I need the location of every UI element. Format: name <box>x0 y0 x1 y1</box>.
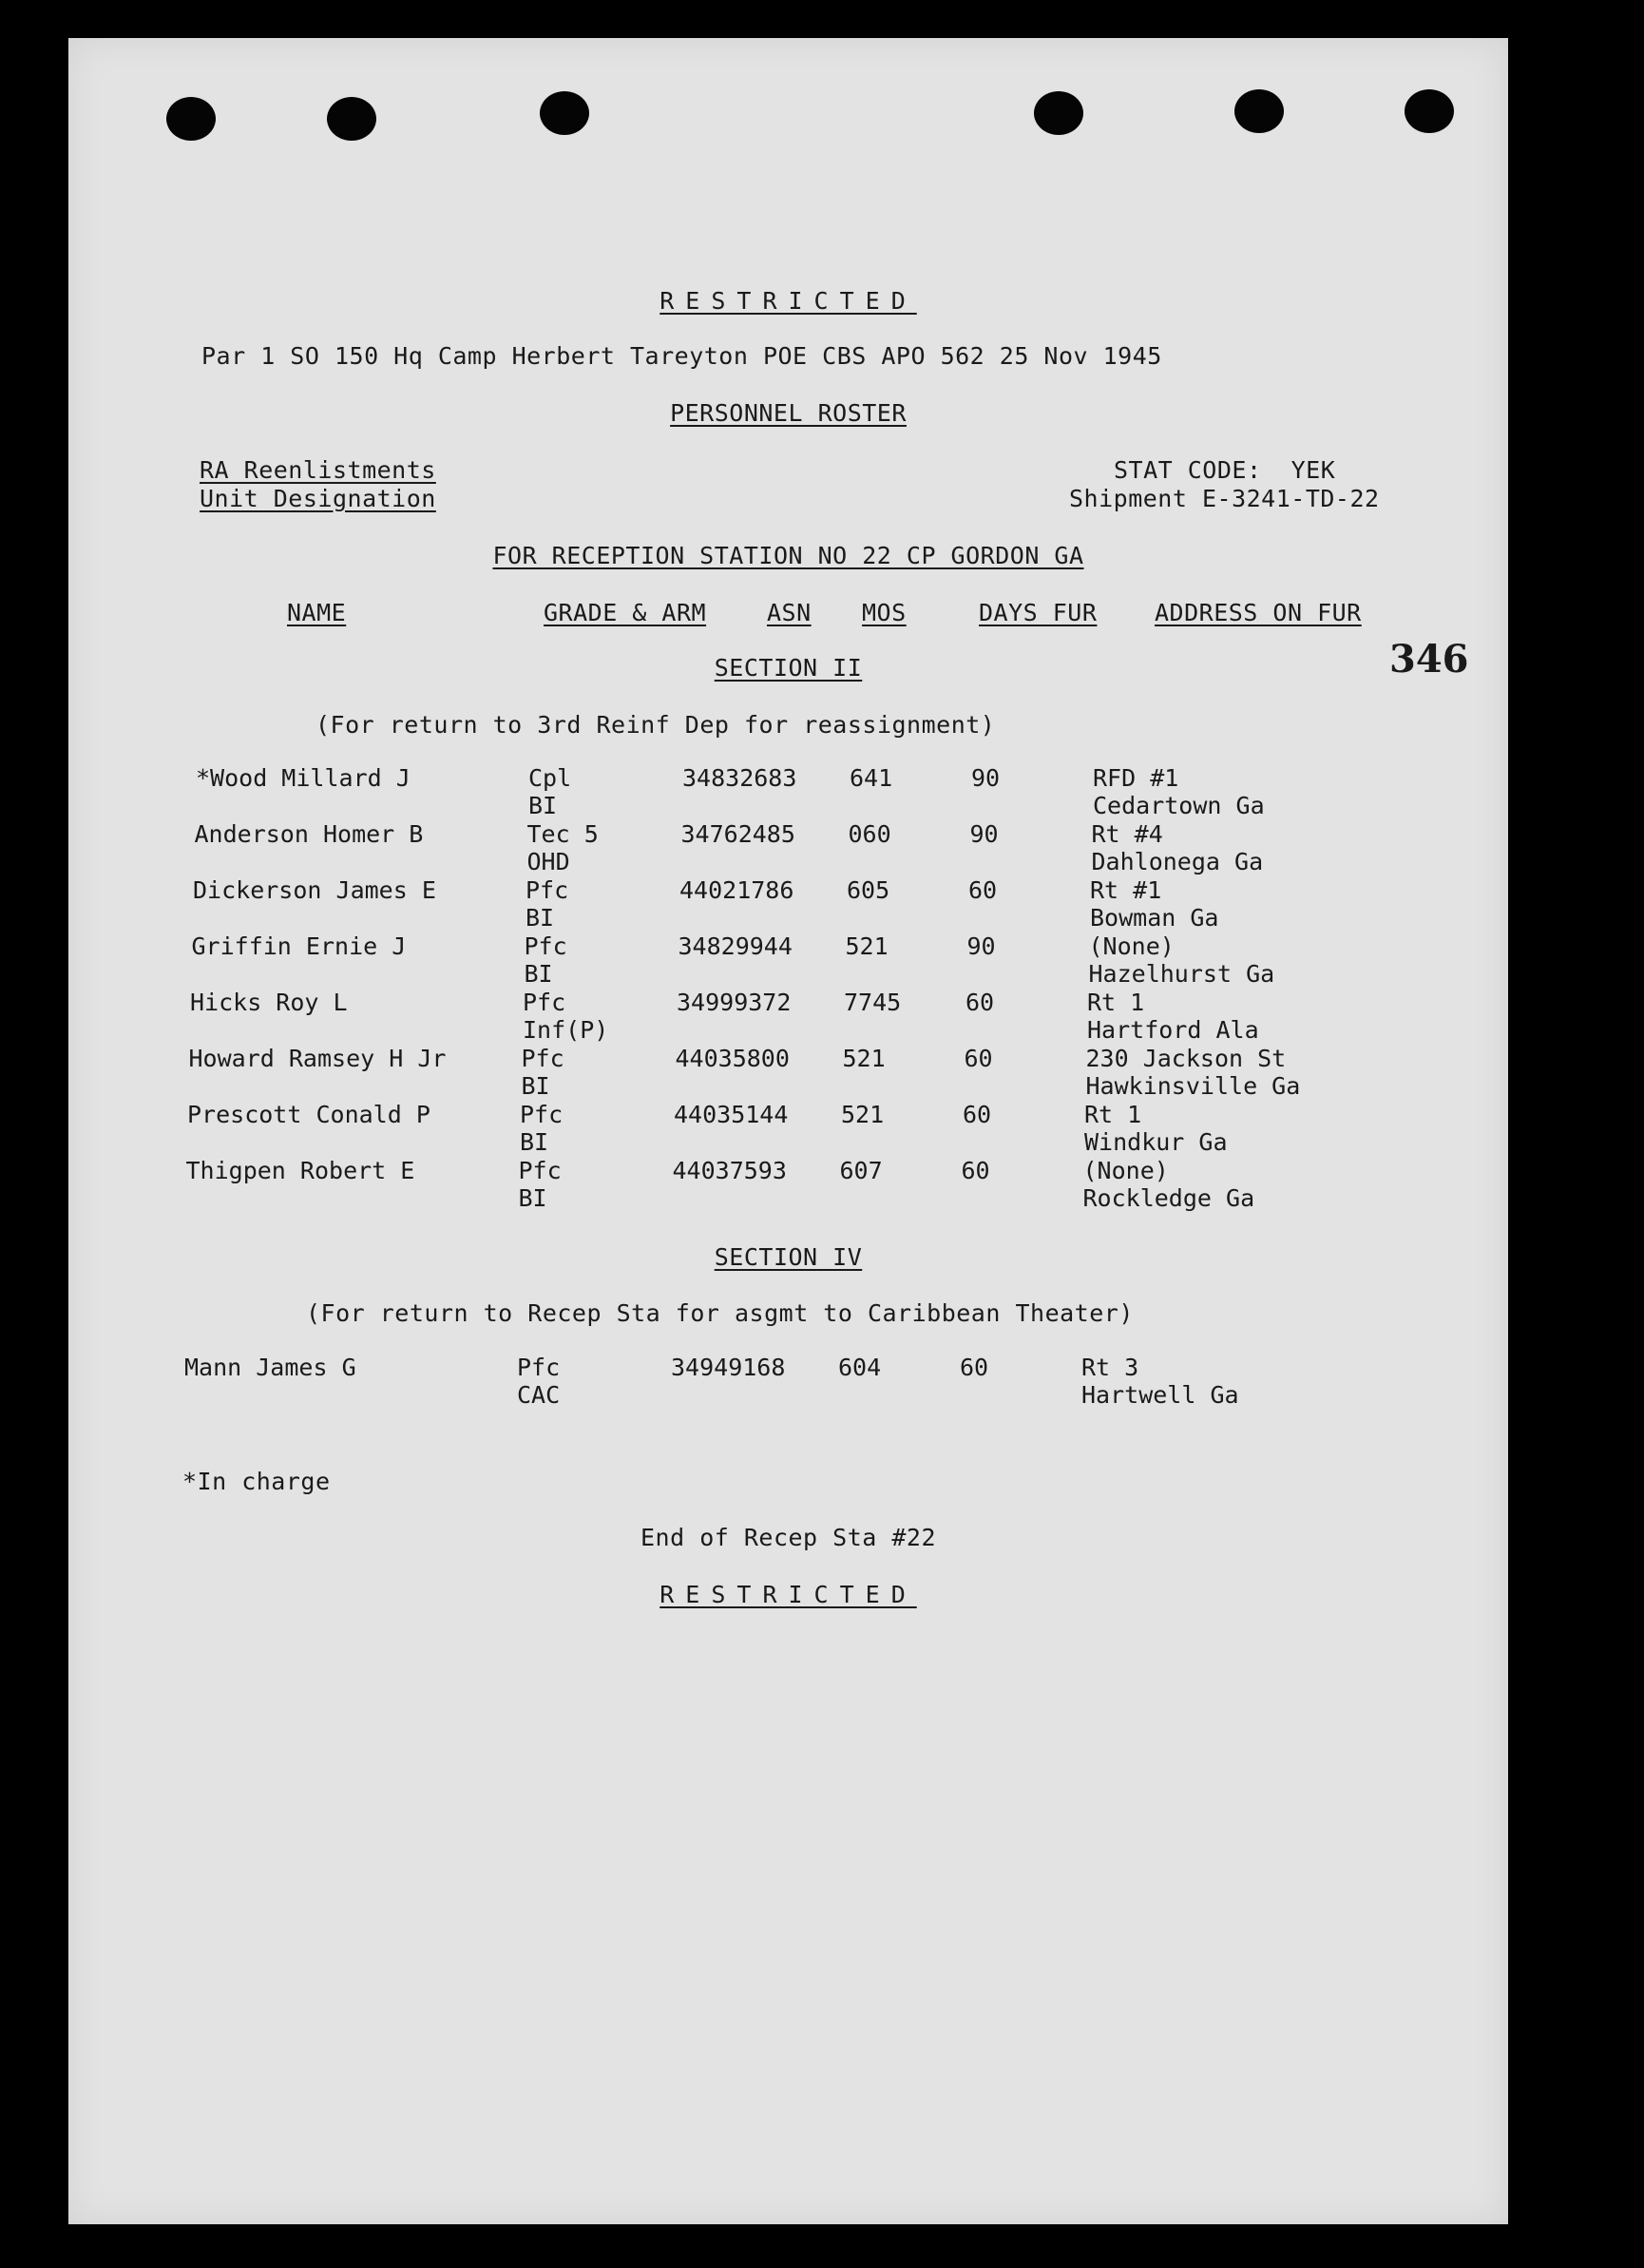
roster-grade: Pfc <box>524 932 567 960</box>
column-days: DAYS FUR <box>979 599 1098 626</box>
classification-top: RESTRICTED <box>660 287 917 315</box>
roster-arm: BI <box>524 960 553 988</box>
roster-name: Thigpen Robert E <box>185 1157 415 1184</box>
roster-address-line-1: (None) <box>1082 1157 1169 1184</box>
reception-station: FOR RECEPTION STATION NO 22 CP GORDON GA <box>492 542 1084 569</box>
roster-name: Griffin Ernie J <box>191 932 407 960</box>
section-iv-subtitle: (For return to Recep Sta for asgmt to Caribbean Theater) <box>306 1299 1134 1327</box>
roster-row <box>195 820 1525 875</box>
column-name: NAME <box>287 599 347 626</box>
punch-hole <box>540 91 589 135</box>
roster-arm: BI <box>521 1072 550 1100</box>
roster-row <box>190 989 1520 1044</box>
roster-address-line-1: (None) <box>1088 932 1175 960</box>
roster-asn: 44037593 <box>672 1157 787 1184</box>
roster-address-line-2: Rockledge Ga <box>1082 1184 1255 1212</box>
roster-address-line-1: RFD #1 <box>1093 764 1179 792</box>
roster-name: Hicks Roy L <box>190 989 348 1016</box>
document-page <box>68 38 1508 2224</box>
roster-days: 60 <box>964 1045 993 1072</box>
roster-grade: Pfc <box>517 1354 561 1381</box>
roster-mos: 7745 <box>844 989 902 1016</box>
roster-days: 60 <box>963 1101 992 1128</box>
roster-grade: Pfc <box>523 989 566 1016</box>
roster-days: 90 <box>971 764 1001 792</box>
roster-asn: 44021786 <box>679 876 794 904</box>
roster-address-line-1: Rt 1 <box>1084 1101 1142 1128</box>
roster-asn: 34832683 <box>682 764 797 792</box>
roster-asn: 34999372 <box>677 989 792 1016</box>
roster-row <box>189 1045 1520 1100</box>
roster-asn: 34829944 <box>678 932 793 960</box>
roster-mos: 521 <box>845 932 889 960</box>
roster-mos: 604 <box>838 1354 882 1381</box>
punch-hole <box>1034 91 1083 135</box>
punch-hole <box>1405 89 1454 133</box>
roster-days: 90 <box>966 932 996 960</box>
roster-mos: 060 <box>848 820 891 848</box>
roster-row <box>184 1354 1515 1409</box>
roster-address-line-2: Cedartown Ga <box>1093 792 1265 819</box>
stat-code: STAT CODE: YEK <box>1114 456 1336 484</box>
punch-hole <box>327 97 376 141</box>
roster-row <box>196 764 1526 819</box>
roster-arm: Inf(P) <box>523 1016 609 1044</box>
shipment: Shipment E-3241-TD-22 <box>1069 485 1380 512</box>
end-line: End of Recep Sta #22 <box>640 1524 937 1551</box>
roster-arm: BI <box>528 792 558 819</box>
roster-address-line-2: Bowman Ga <box>1090 904 1219 932</box>
roster-mos: 521 <box>842 1045 886 1072</box>
roster-asn: 44035144 <box>674 1101 789 1128</box>
roster-row <box>192 932 1522 988</box>
roster-mos: 607 <box>839 1157 883 1184</box>
roster-arm: CAC <box>517 1381 561 1409</box>
roster-address-line-2: Hawkinsville Ga <box>1085 1072 1301 1100</box>
section-iv-title: SECTION IV <box>714 1243 863 1271</box>
roster-days: 60 <box>960 1354 989 1381</box>
roster-address-line-2: Hazelhurst Ga <box>1088 960 1275 988</box>
roster-name: Mann James G <box>184 1354 356 1381</box>
roster-address-line-1: Rt #1 <box>1090 876 1162 904</box>
roster-address-line-1: Rt 1 <box>1087 989 1145 1016</box>
section-ii-subtitle: (For return to 3rd Reinf Dep for reassignment) <box>315 711 996 739</box>
roster-mos: 605 <box>847 876 890 904</box>
roster-arm: BI <box>518 1184 547 1212</box>
roster-address-line-1: Rt #4 <box>1091 820 1163 848</box>
roster-days: 90 <box>969 820 999 848</box>
roster-arm: BI <box>526 904 555 932</box>
page-number: 346 <box>1389 637 1469 682</box>
orders-line: Par 1 SO 150 Hq Camp Herbert Tareyton POE CBS APO 562 25 Nov 1945 <box>201 342 1162 370</box>
roster-row <box>187 1101 1518 1156</box>
roster-mos: 521 <box>841 1101 885 1128</box>
unit-line-2: Unit Designation <box>200 485 436 512</box>
column-grade: GRADE & ARM <box>544 599 707 626</box>
roster-address-line-1: 230 Jackson St <box>1085 1045 1287 1072</box>
roster-address-line-2: Hartford Ala <box>1087 1016 1259 1044</box>
roster-title: PERSONNEL ROSTER <box>670 399 907 427</box>
roster-grade: Pfc <box>518 1157 562 1184</box>
roster-arm: BI <box>520 1128 549 1156</box>
column-mos: MOS <box>862 599 907 626</box>
roster-address-line-2: Dahlonega Ga <box>1091 848 1264 875</box>
roster-row <box>186 1157 1517 1212</box>
roster-asn: 34762485 <box>680 820 795 848</box>
punch-hole <box>1234 89 1284 133</box>
roster-days: 60 <box>961 1157 990 1184</box>
roster-address-line-1: Rt 3 <box>1081 1354 1139 1381</box>
roster-grade: Tec 5 <box>526 820 599 848</box>
in-charge-note: *In charge <box>182 1468 331 1495</box>
roster-address-line-2: Windkur Ga <box>1084 1128 1228 1156</box>
classification-bottom: RESTRICTED <box>660 1581 917 1608</box>
roster-grade: Pfc <box>521 1045 564 1072</box>
roster-name: Dickerson James E <box>193 876 436 904</box>
roster-arm: OHD <box>526 848 570 875</box>
roster-name: Prescott Conald P <box>187 1101 430 1128</box>
roster-grade: Pfc <box>526 876 569 904</box>
roster-grade: Pfc <box>520 1101 564 1128</box>
roster-days: 60 <box>968 876 998 904</box>
roster-grade: Cpl <box>528 764 572 792</box>
roster-row <box>193 876 1523 932</box>
roster-mos: 641 <box>850 764 893 792</box>
roster-asn: 44035800 <box>675 1045 790 1072</box>
roster-name: *Wood Millard J <box>196 764 411 792</box>
roster-days: 60 <box>965 989 995 1016</box>
section-ii-title: SECTION II <box>714 654 863 682</box>
punch-hole <box>166 97 216 141</box>
unit-line-1: RA Reenlistments <box>200 456 436 484</box>
roster-asn: 34949168 <box>671 1354 786 1381</box>
roster-address-line-2: Hartwell Ga <box>1081 1381 1239 1409</box>
roster-name: Anderson Homer B <box>194 820 424 848</box>
roster-name: Howard Ramsey H Jr <box>188 1045 447 1072</box>
column-address: ADDRESS ON FUR <box>1155 599 1362 626</box>
column-asn: ASN <box>767 599 812 626</box>
